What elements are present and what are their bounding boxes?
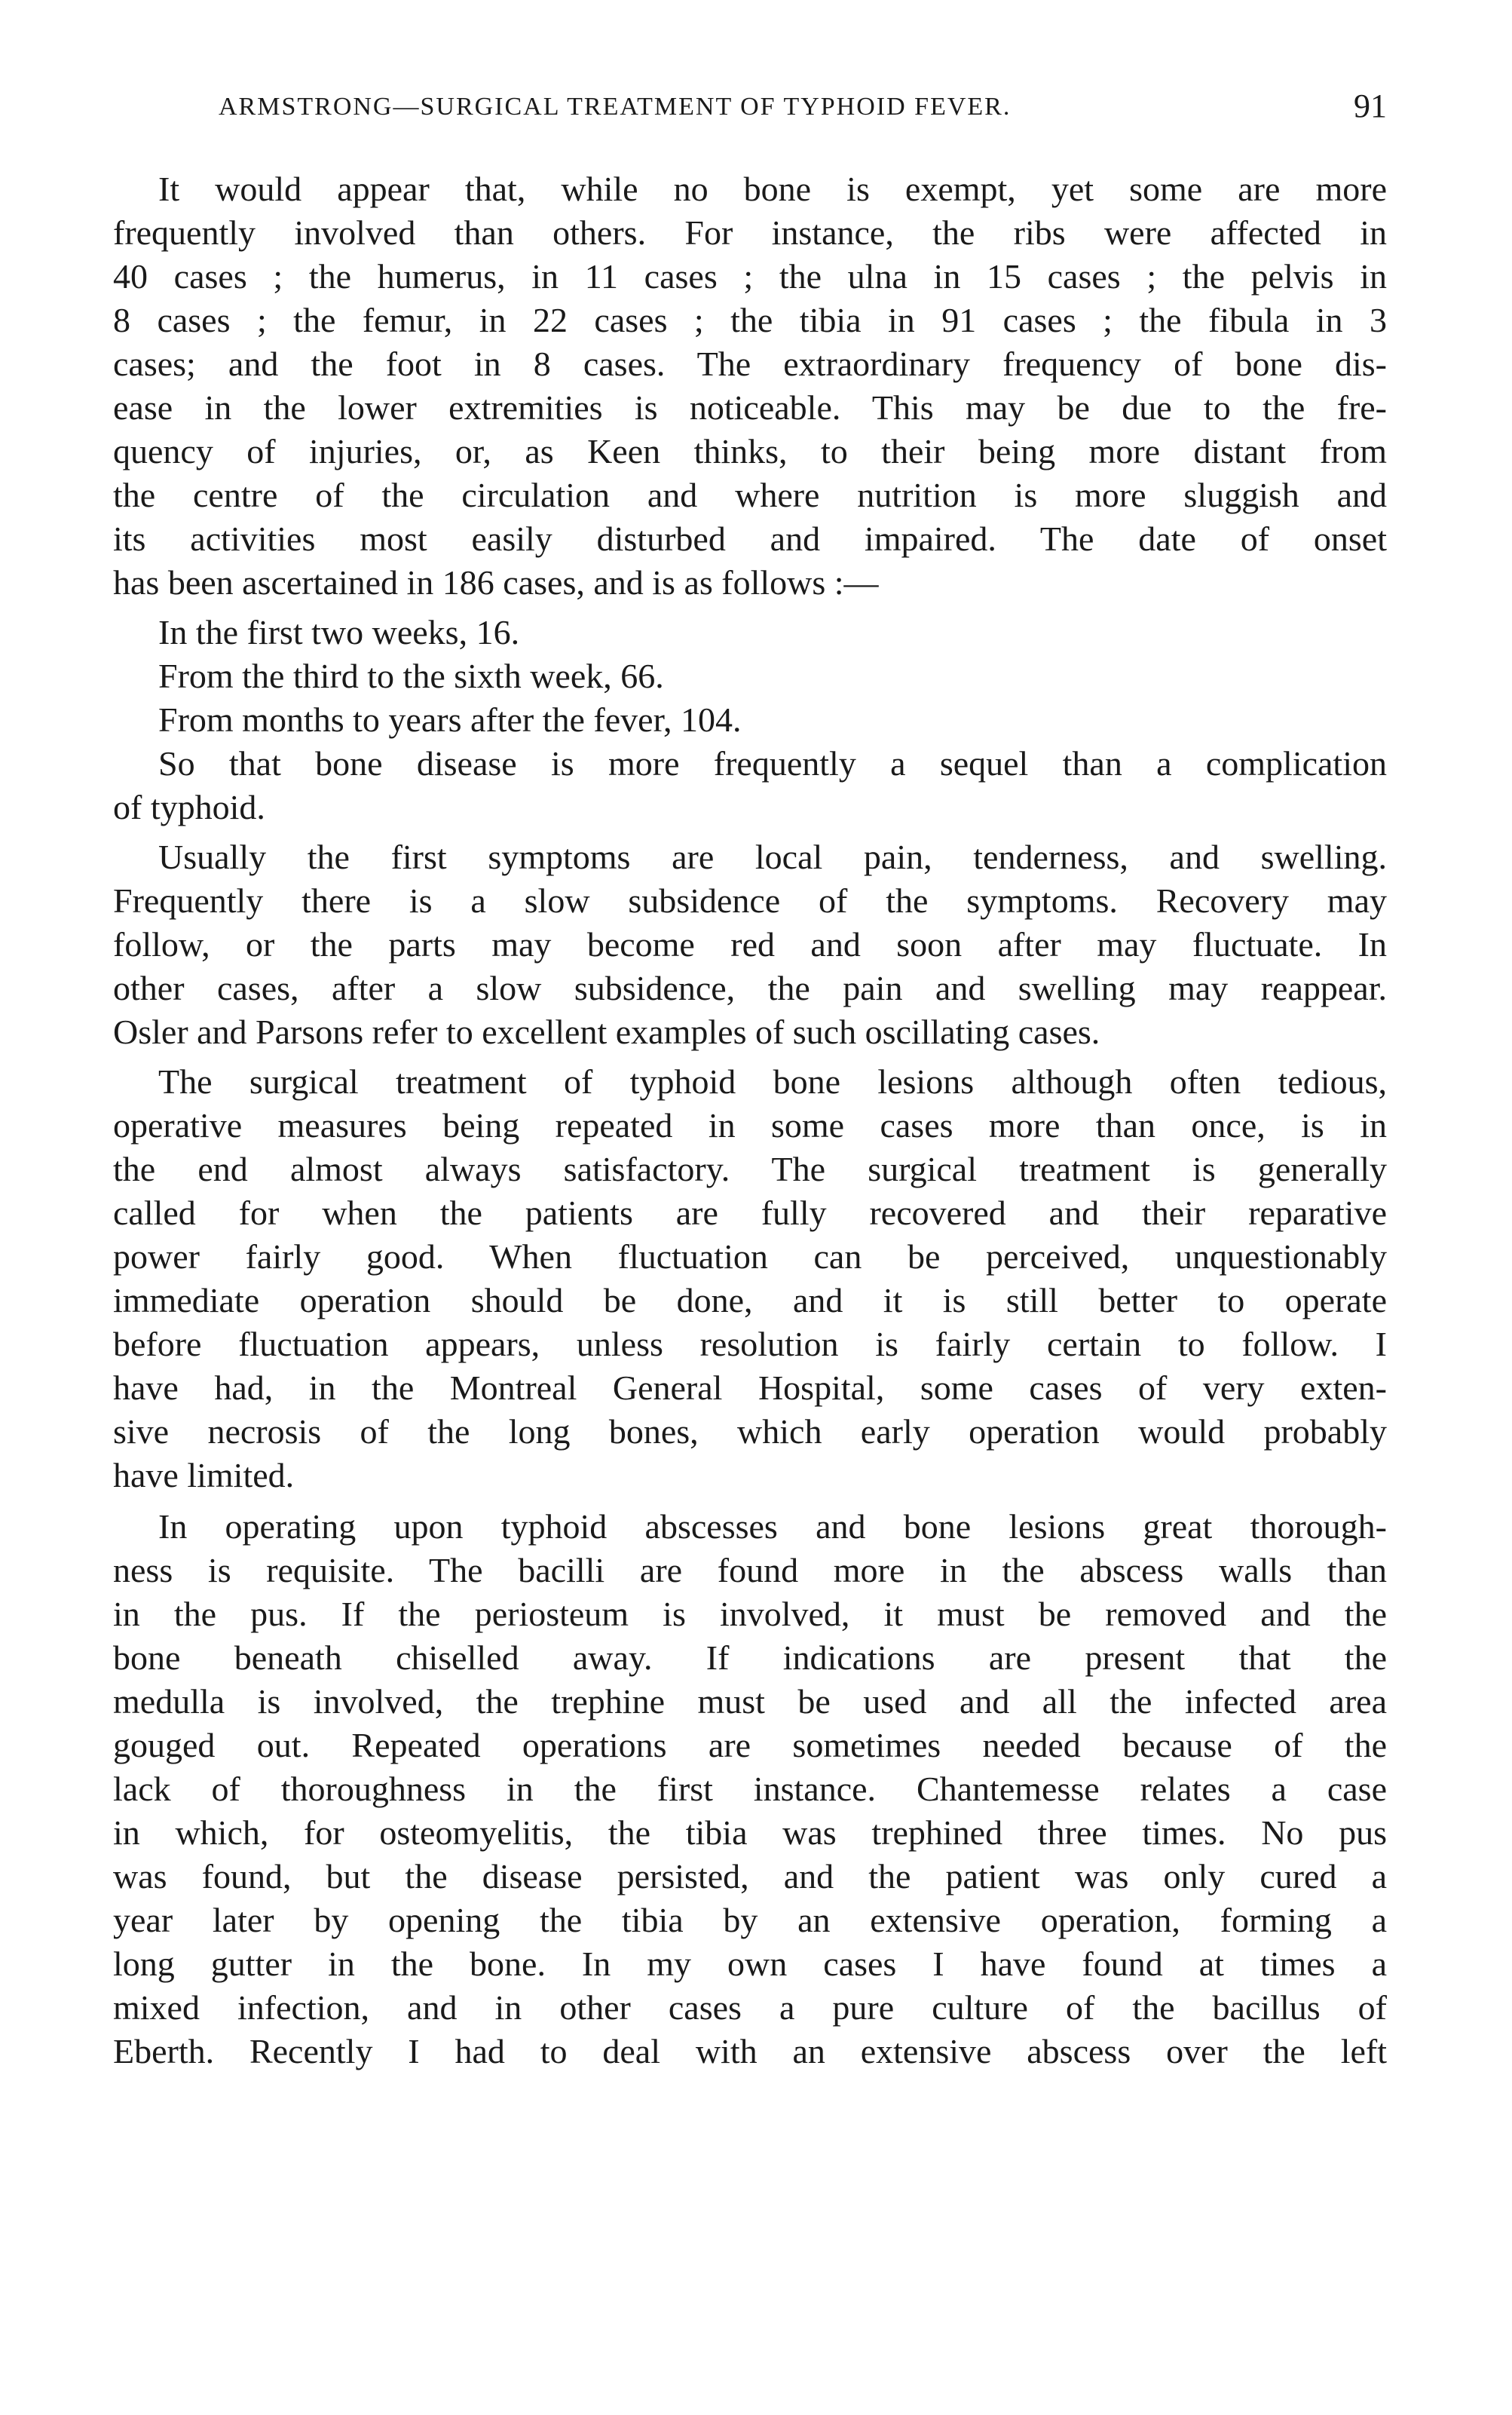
text-line: of typhoid.: [113, 788, 265, 826]
text-line: has been ascertained in 186 cases, and is as follows :—: [113, 563, 879, 602]
text-line: mixed infection, and in other cases a pure culture of the bacillus of: [113, 1988, 1387, 2027]
text-line: Usually the first symptoms are local pain, tenderness, and swelling.: [158, 838, 1387, 876]
text-line: immediate operation should be done, and it is still better to operate: [113, 1281, 1387, 1319]
text-line: follow, or the parts may become red and soon after may fluctuate. In: [113, 925, 1387, 964]
text-line: before fluctuation appears, unless resolution is fairly certain to follow. I: [113, 1325, 1387, 1363]
text-line: ease in the lower extremities is noticeable. This may be due to the fre-: [113, 388, 1387, 427]
text-line: lack of thoroughness in the first instance. Chantemesse relates a case: [113, 1770, 1387, 1808]
running-title: ARMSTRONG—SURGICAL TREATMENT OF TYPHOID FEVER.: [219, 93, 1012, 121]
text-line: Osler and Parsons refer to excellent examples of such oscillating cases.: [113, 1013, 1100, 1051]
page-number: 91: [1354, 87, 1387, 124]
text-line: From months to years after the fever, 104.: [158, 700, 742, 739]
text-line: So that bone disease is more frequently a sequel than a complication: [158, 744, 1387, 783]
text-line: was found, but the disease persisted, and the patient was only cured a: [113, 1857, 1387, 1896]
text-line: medulla is involved, the trephine must be used and all the infected area: [113, 1682, 1387, 1721]
text-line: sive necrosis of the long bones, which early operation would probably: [113, 1412, 1387, 1451]
text-line: ness is requisite. The bacilli are found more in the abscess walls than: [113, 1551, 1387, 1589]
text-line: in which, for osteomyelitis, the tibia was trephined three times. No pus: [113, 1813, 1387, 1852]
text-line: called for when the patients are fully recovered and their reparative: [113, 1194, 1387, 1232]
text-line: the end almost always satisfactory. The surgical treatment is generally: [113, 1150, 1387, 1188]
text-line: have had, in the Montreal General Hospital, some cases of very exten-: [113, 1368, 1387, 1407]
text-line: other cases, after a slow subsidence, the pain and swelling may reappear.: [113, 969, 1387, 1007]
text-line: It would appear that, while no bone is exempt, yet some are more: [158, 170, 1387, 208]
text-line: year later by opening the tibia by an extensive operation, forming a: [113, 1901, 1387, 1939]
text-line: its activities most easily disturbed and impaired. The date of onset: [113, 519, 1387, 558]
text-line: power fairly good. When fluctuation can be perceived, unquestionably: [113, 1237, 1387, 1276]
text-line: In the first two weeks, 16.: [158, 613, 520, 651]
text-line: the centre of the circulation and where nutrition is more sluggish and: [113, 476, 1387, 514]
text-line: long gutter in the bone. In my own cases I have found at times a: [113, 1945, 1387, 1983]
text-line: in the pus. If the periosteum is involved, it must be removed and the: [113, 1595, 1387, 1633]
text-line: From the third to the sixth week, 66.: [158, 657, 664, 695]
text-line: 40 cases ; the humerus, in 11 cases ; the ulna in 15 cases ; the pelvis in: [113, 257, 1387, 296]
text-line: cases; and the foot in 8 cases. The extraordinary frequency of bone dis-: [113, 345, 1387, 383]
running-header: [151, 87, 1387, 132]
text-line: Eberth. Recently I had to deal with an extensive abscess over the left: [113, 2032, 1387, 2070]
text-line: have limited.: [113, 1456, 295, 1494]
text-line: gouged out. Repeated operations are sometimes needed because of the: [113, 1726, 1387, 1764]
text-line: bone beneath chiselled away. If indications are present that the: [113, 1638, 1387, 1677]
text-line: Frequently there is a slow subsidence of the symptoms. Recovery may: [113, 881, 1387, 920]
text-line: frequently involved than others. For instance, the ribs were affected in: [113, 213, 1387, 252]
text-line: 8 cases ; the femur, in 22 cases ; the tibia in 91 cases ; the fibula in 3: [113, 301, 1387, 339]
text-line: operative measures being repeated in some cases more than once, is in: [113, 1106, 1387, 1145]
text-line: The surgical treatment of typhoid bone lesions although often tedious,: [158, 1062, 1387, 1101]
text-line: In operating upon typhoid abscesses and bone lesions great thorough-: [158, 1507, 1387, 1546]
text-line: quency of injuries, or, as Keen thinks, to their being more distant from: [113, 432, 1387, 470]
